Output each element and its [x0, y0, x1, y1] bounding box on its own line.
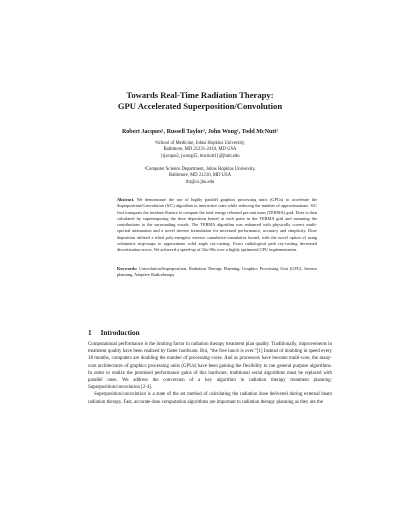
- section-title: Introduction: [100, 328, 140, 337]
- section-heading-introduction: [88, 329, 140, 338]
- abstract: [117, 197, 317, 253]
- affiliation-1-line: Baltimore, MD 21231-2410, MD USA: [163, 147, 237, 153]
- introduction-body: [88, 341, 332, 406]
- affiliation-2-line: Baltimore, MD 21210, MD USA: [169, 173, 231, 179]
- affiliation-1-line: ¹School of Medicine, Johns Hopkins University,: [154, 141, 246, 146]
- paragraph: Superposition/convolution is a state of the art method of calculating the radiation dose delivered during external beam radiation therapy. Fast, accurate dose computation algorithms are important to radiation therapy planning as they are the: [88, 392, 332, 405]
- paragraph: Computational performance is the limiting factor in radiation therapy treatment plan quality. Traditionally, improvements in treatment quality have been realized by faster hardware. But, “the free lunch is over.”[1] Instead of doubling in speed every 18 months, computers are doubling the number of processing cores. And as processors have become multi-core, the many-core architectures of graphics processing units (GPUs) have been gaining the flexibility to run general purpose algorithms. In order to realize the promised performance gains of this hardware, traditional serial algorithms must be replaced with parallel ones. We address the conversion of a key algorithm in radiation therapy treatment planning: Superposition/convolution [2-4].: [88, 342, 332, 391]
- abstract-text: We demonstrate the use of highly parallel graphics processing units (GPUs) to accelerate the Superposition/Convolution (S/C) algorithm to interactive rates while reducing the number of approximations. S/C first transports the incident fluence to compute the total energy released per unit mass (TERMA) grid. Dose is then calculated by superimposing the dose deposition kernel at each point in the TERMA grid and summing the contributions to the surrounding voxels. The TERMA algorithm was enhanced with physically correct multi-spectral attenuation and a novel inverse formulation for increased performance, accuracy and simplicity. Dose deposition utilized a tilted poly-energetic inverse cumulative-cumulative kernel, with the novel option of using volumetric mip-maps to approximate solid angle ray-casting. Exact radiological path ray-casting decreased discretization errors. We achieved a speed-up of 34x-98x over a highly optimized CPU implementation.: [117, 197, 317, 252]
- keywords-text: Convolution/Superposition, Radiation Therapy Planning, Graphics Processing Unit (GPU), Inverse planning, Adaptive Radiotherapy: [117, 266, 317, 278]
- affiliation-1: [100, 141, 300, 160]
- author-list: Robert Jacques¹, Russell Taylor², John Wong¹, Todd McNutt¹: [121, 129, 279, 135]
- section-number: 1: [88, 328, 92, 337]
- paper-title-line-1: Towards Real-Time Radiation Therapy:: [126, 90, 274, 100]
- abstract-label: Abstract.: [117, 197, 135, 202]
- affiliation-2-email: rht@cs.jhu.edu: [185, 179, 215, 185]
- affiliation-2-line: ²Computer Science Department, Johns Hopkins University,: [144, 167, 256, 172]
- affiliation-2: [100, 167, 300, 186]
- keywords-label: Keywords:: [117, 266, 138, 271]
- paper-title-line-2: GPU Accelerated Superposition/Convolution: [117, 101, 283, 111]
- keywords: [117, 266, 317, 279]
- affiliation-1-emails: {rjacque2, jwong35, tmcnutt1}@jhmi.edu: [160, 153, 240, 159]
